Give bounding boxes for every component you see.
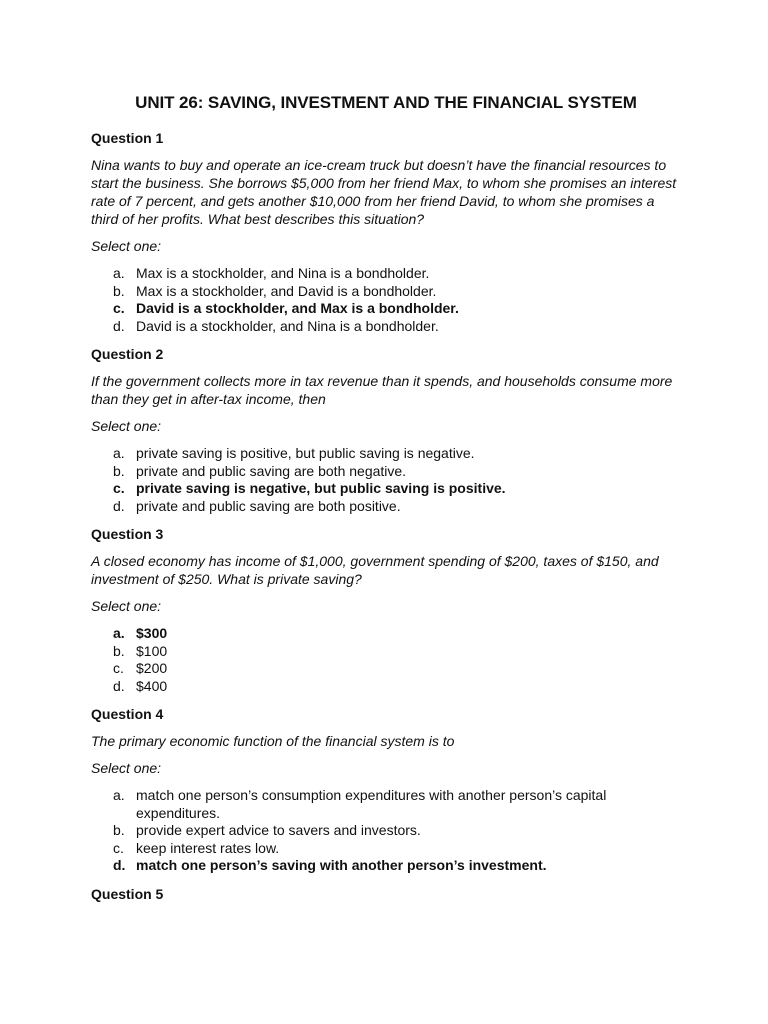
option-text: $100 bbox=[136, 642, 168, 659]
document-page bbox=[91, 92, 681, 912]
question-text: Nina wants to buy and operate an ice-cream truck but doesn’t have the financial resources to start the business. She borrows $5,000 from her friend Max, to whom she promises an interest rate of 7 percent, and gets another $10,000 from her friend David, to whom she promises a third of her profits. What best describes this situation? bbox=[91, 157, 677, 227]
option-letter: a. bbox=[113, 787, 125, 803]
question-heading: Question 5 bbox=[91, 885, 164, 902]
question-text: The primary economic function of the financial system is to bbox=[91, 733, 455, 749]
option-text: Max is a stockholder, and David is a bondholder. bbox=[136, 282, 437, 299]
question-4 bbox=[91, 705, 681, 875]
answer-options bbox=[91, 787, 681, 875]
option-text: $200 bbox=[136, 660, 168, 676]
option-letter: b. bbox=[113, 642, 125, 659]
answer-option-correct bbox=[91, 300, 681, 318]
answer-options bbox=[91, 445, 681, 515]
option-text: private and public saving are both negative. bbox=[136, 462, 407, 479]
answer-option-correct bbox=[91, 625, 681, 643]
question-text: If the government collects more in tax revenue than it spends, and households consume more than they get in after-tax income, then bbox=[91, 373, 673, 407]
option-letter: b. bbox=[113, 462, 125, 479]
option-letter: a. bbox=[113, 625, 125, 641]
answer-option-correct bbox=[91, 857, 681, 875]
select-one-label: Select one: bbox=[91, 760, 162, 776]
option-letter: d. bbox=[113, 317, 125, 334]
answer-option bbox=[91, 678, 681, 696]
option-letter: c. bbox=[113, 300, 125, 316]
option-letter: a. bbox=[113, 445, 125, 461]
option-text: match one person’s saving with another person’s investment. bbox=[136, 857, 547, 873]
question-1 bbox=[91, 129, 681, 335]
option-text: $300 bbox=[136, 625, 168, 641]
question-heading: Question 1 bbox=[91, 130, 164, 146]
option-letter: b. bbox=[113, 822, 125, 838]
question-heading: Question 3 bbox=[91, 526, 164, 542]
answer-option bbox=[91, 498, 681, 516]
answer-option bbox=[91, 787, 681, 822]
question-2 bbox=[91, 345, 681, 515]
option-text: private and public saving are both positive. bbox=[136, 497, 401, 514]
select-one-label: Select one: bbox=[91, 598, 162, 614]
option-letter: d. bbox=[113, 857, 126, 873]
answer-option bbox=[91, 840, 681, 858]
page-title: UNIT 26: SAVING, INVESTMENT AND THE FINANCIAL SYSTEM bbox=[135, 93, 637, 112]
option-letter: a. bbox=[113, 265, 125, 281]
option-text: private saving is positive, but public saving is negative. bbox=[136, 445, 475, 461]
select-one-label: Select one: bbox=[91, 418, 162, 434]
option-letter: d. bbox=[113, 497, 125, 514]
answer-option bbox=[91, 318, 681, 336]
question-heading: Question 4 bbox=[91, 706, 164, 722]
answer-options bbox=[91, 625, 681, 695]
question-heading: Question 2 bbox=[91, 346, 164, 362]
option-text: provide expert advice to savers and investors. bbox=[136, 822, 421, 838]
option-letter: c. bbox=[113, 660, 124, 676]
answer-options bbox=[91, 265, 681, 335]
option-text: private saving is negative, but public saving is positive. bbox=[136, 480, 506, 496]
answer-option bbox=[91, 822, 681, 840]
option-letter: b. bbox=[113, 282, 125, 299]
answer-option-correct bbox=[91, 480, 681, 498]
option-text: $400 bbox=[136, 677, 168, 694]
question-5 bbox=[91, 885, 681, 903]
option-text: David is a stockholder, and Max is a bondholder. bbox=[136, 300, 459, 316]
question-text: A closed economy has income of $1,000, government spending of $200, taxes of $150, and investment of $250. What is private saving? bbox=[91, 553, 659, 587]
answer-option bbox=[91, 463, 681, 481]
option-text: Max is a stockholder, and Nina is a bondholder. bbox=[136, 265, 430, 281]
answer-option bbox=[91, 445, 681, 463]
option-letter: c. bbox=[113, 839, 124, 856]
answer-option bbox=[91, 660, 681, 678]
answer-option bbox=[91, 265, 681, 283]
option-text: match one person’s consumption expenditures with another person’s capital expenditures. bbox=[136, 787, 607, 821]
answer-option bbox=[91, 643, 681, 661]
option-letter: d. bbox=[113, 677, 125, 694]
option-text: keep interest rates low. bbox=[136, 839, 280, 856]
answer-option bbox=[91, 283, 681, 301]
question-3 bbox=[91, 525, 681, 695]
select-one-label: Select one: bbox=[91, 238, 162, 254]
option-text: David is a stockholder, and Nina is a bondholder. bbox=[136, 317, 439, 334]
option-letter: c. bbox=[113, 480, 125, 496]
